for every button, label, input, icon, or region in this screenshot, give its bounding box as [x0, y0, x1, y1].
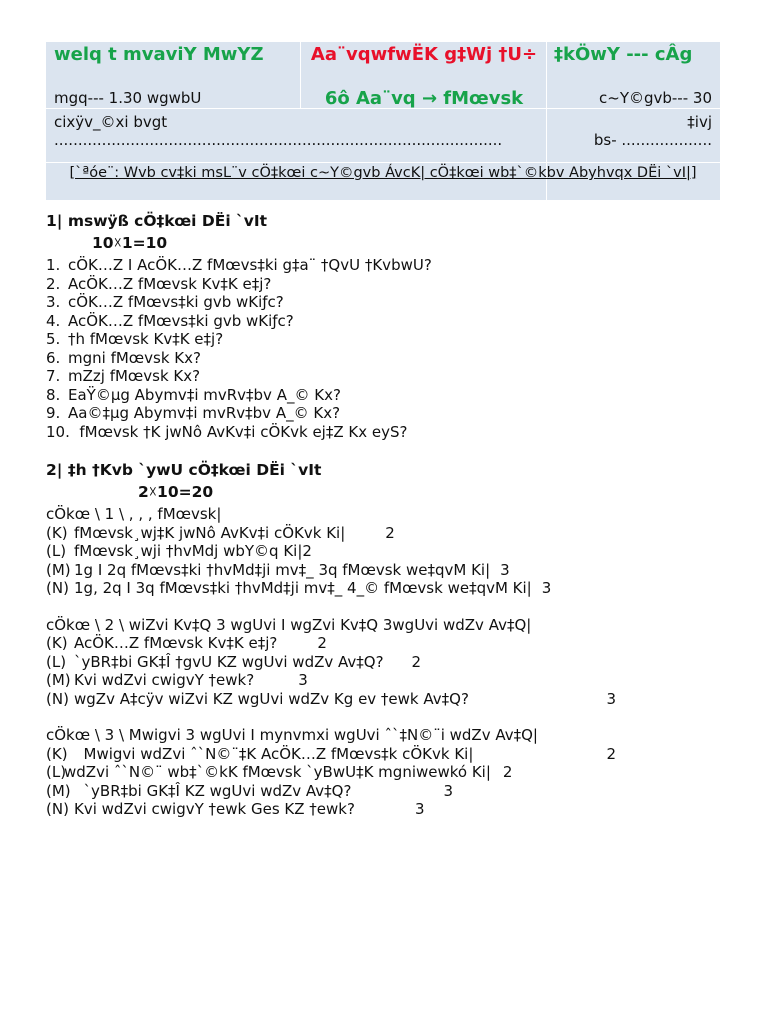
- list-item: 3. cÖK…Z fMœvs‡ki gvb wKiƒc?: [46, 293, 284, 311]
- exam-content: [46, 210, 720, 819]
- sub-question-part: (K) AcÖK…Z fMœvsk Kv‡K e‡j? 2: [46, 634, 327, 652]
- question-1-list: [46, 256, 720, 441]
- question-1-marks: 10☓1=10: [92, 234, 168, 252]
- class-label: ‡kÖwY --- cÂg: [554, 44, 693, 65]
- sub-question-part: (N) 1g, 2q I 3q fMœvs‡ki †hvMd‡ji mv‡_ 4_© fMœvsk we‡qvM Ki| 3: [46, 579, 552, 597]
- question-2-title: 2| ‡h †Kvb `ywU cÖ‡kœi DËi `vIt: [46, 461, 322, 479]
- list-item: 8. EaŸ©µg Abymv‡i mvRv‡bv A_© Kx?: [46, 385, 341, 404]
- chapter-title: 6ô Aa¨vq → fMœvsk: [324, 88, 524, 109]
- list-item: 2. AcÖK…Z fMœvsk Kv‡K e‡j?: [46, 274, 272, 293]
- sub-question-part: (L) fMœvsk¸wji †hvMdj wbY©q Ki|2: [46, 542, 312, 560]
- sub-question-part: (M) 1g I 2q fMœvs‡ki †hvMd‡ji mv‡_ 3q fMœvsk we‡qvM Ki| 3: [46, 560, 510, 579]
- list-item: 7. mZzj fMœvsk Kx?: [46, 367, 201, 385]
- sub-question-stem: cÖkœ \ 2 \ wiZvi Kv‡Q 3 wgUvi I wgZvi Kv‡Q 3wgUvi wdZv Av‡Q|: [46, 615, 532, 634]
- list-item: 5. †h fMœvsk Kv‡K e‡j?: [46, 330, 224, 348]
- question-1-title: 1| mswÿß cÖ‡kœi DËi `vIt: [46, 212, 268, 230]
- question-2-marks: 2☓10=20: [138, 483, 214, 501]
- name-label: cixÿv_©xi bvgt: [54, 113, 168, 131]
- sub-question-part: (L) `yBR‡bi GK‡Î †gvU KZ wgUvi wdZv Av‡Q? 2: [46, 652, 422, 671]
- name-blank: ..............................................................................................: [54, 131, 503, 149]
- list-item: 1. cÖK…Z I AcÖK…Z fMœvs‡ki g‡a¨ †QvU †KvbwU?: [46, 256, 432, 274]
- time-label: mgq--- 1.30 wgwbU: [54, 89, 202, 107]
- header-divider: [46, 162, 720, 163]
- sub-question-3: [46, 726, 616, 819]
- sub-question-part: (N) wgZv A‡cÿv wiZvi KZ wgUvi wdZv Kg ev †ewk Av‡Q? 3: [46, 689, 616, 708]
- sub-question-part: (N) Kvi wdZvi cwigvY †ewk Ges KZ †ewk? 3: [46, 800, 425, 818]
- sub-question-part: (M) `yBR‡bi GK‡Î KZ wgUvi wdZv Av‡Q? 3: [46, 781, 453, 800]
- sub-question-stem: cÖkœ \ 3 \ Mwigvi 3 wgUvi I mynvmxi wgUvi ˆ`‡N©¨i wdZv Av‡Q|: [46, 726, 538, 744]
- roll-number-blank: bs- ...................: [593, 131, 712, 149]
- exam-header: [46, 42, 720, 200]
- sub-question-part: (K) fMœvsk¸wj‡K jwNô AvKv‡i cÖKvk Ki| 2: [46, 523, 395, 542]
- exam-title: Aa¨vqwfwËK g‡Wj †U÷: [310, 44, 538, 65]
- sub-question-part: (K) Mwigvi wdZvi ˆ`N©¨‡K AcÖK…Z fMœvs‡k cÖKvk Ki| 2: [46, 744, 616, 763]
- exam-page: [46, 42, 720, 818]
- list-item: 6. mgni fMœvsk Kx?: [46, 348, 201, 367]
- list-item: 10. fMœvsk †K jwNô AvKv‡i cÖKvk ej‡Z Kx eyS?: [46, 422, 408, 441]
- full-marks-label: c~Y©gvb--- 30: [599, 89, 712, 107]
- list-item: 4. AcÖK…Z fMœvs‡ki gvb wKiƒc?: [46, 311, 294, 330]
- sub-question-part: (M) Kvi wdZvi cwigvY †ewk? 3: [46, 671, 308, 689]
- roll-label: ‡ivj: [687, 113, 712, 131]
- question-1: [46, 210, 720, 441]
- list-item: 9. Aa©‡µg Abymv‡i mvRv‡bv A_© Kx?: [46, 404, 341, 422]
- instruction-note: [`ªóe¨: Wvb cv‡ki msL¨v cÖ‡kœi c~Y©gvb ÁvcK| cÖ‡kœi wb‡`©kbv Abyhvqx DËi `vI|]: [69, 165, 697, 181]
- question-2: [46, 459, 720, 819]
- sub-question-2: [46, 616, 616, 709]
- sub-question-stem: cÖkœ \ 1 \ , , , fMœvsk|: [46, 505, 222, 523]
- sub-question-part: (L) wdZvi ˆ`N©¨ wb‡`©kK fMœvsk `yBwU‡K mgniwewkó Ki| 2: [46, 763, 513, 781]
- school-name: welq t mvaviY MwYZ: [54, 44, 264, 65]
- sub-question-1: [46, 505, 616, 598]
